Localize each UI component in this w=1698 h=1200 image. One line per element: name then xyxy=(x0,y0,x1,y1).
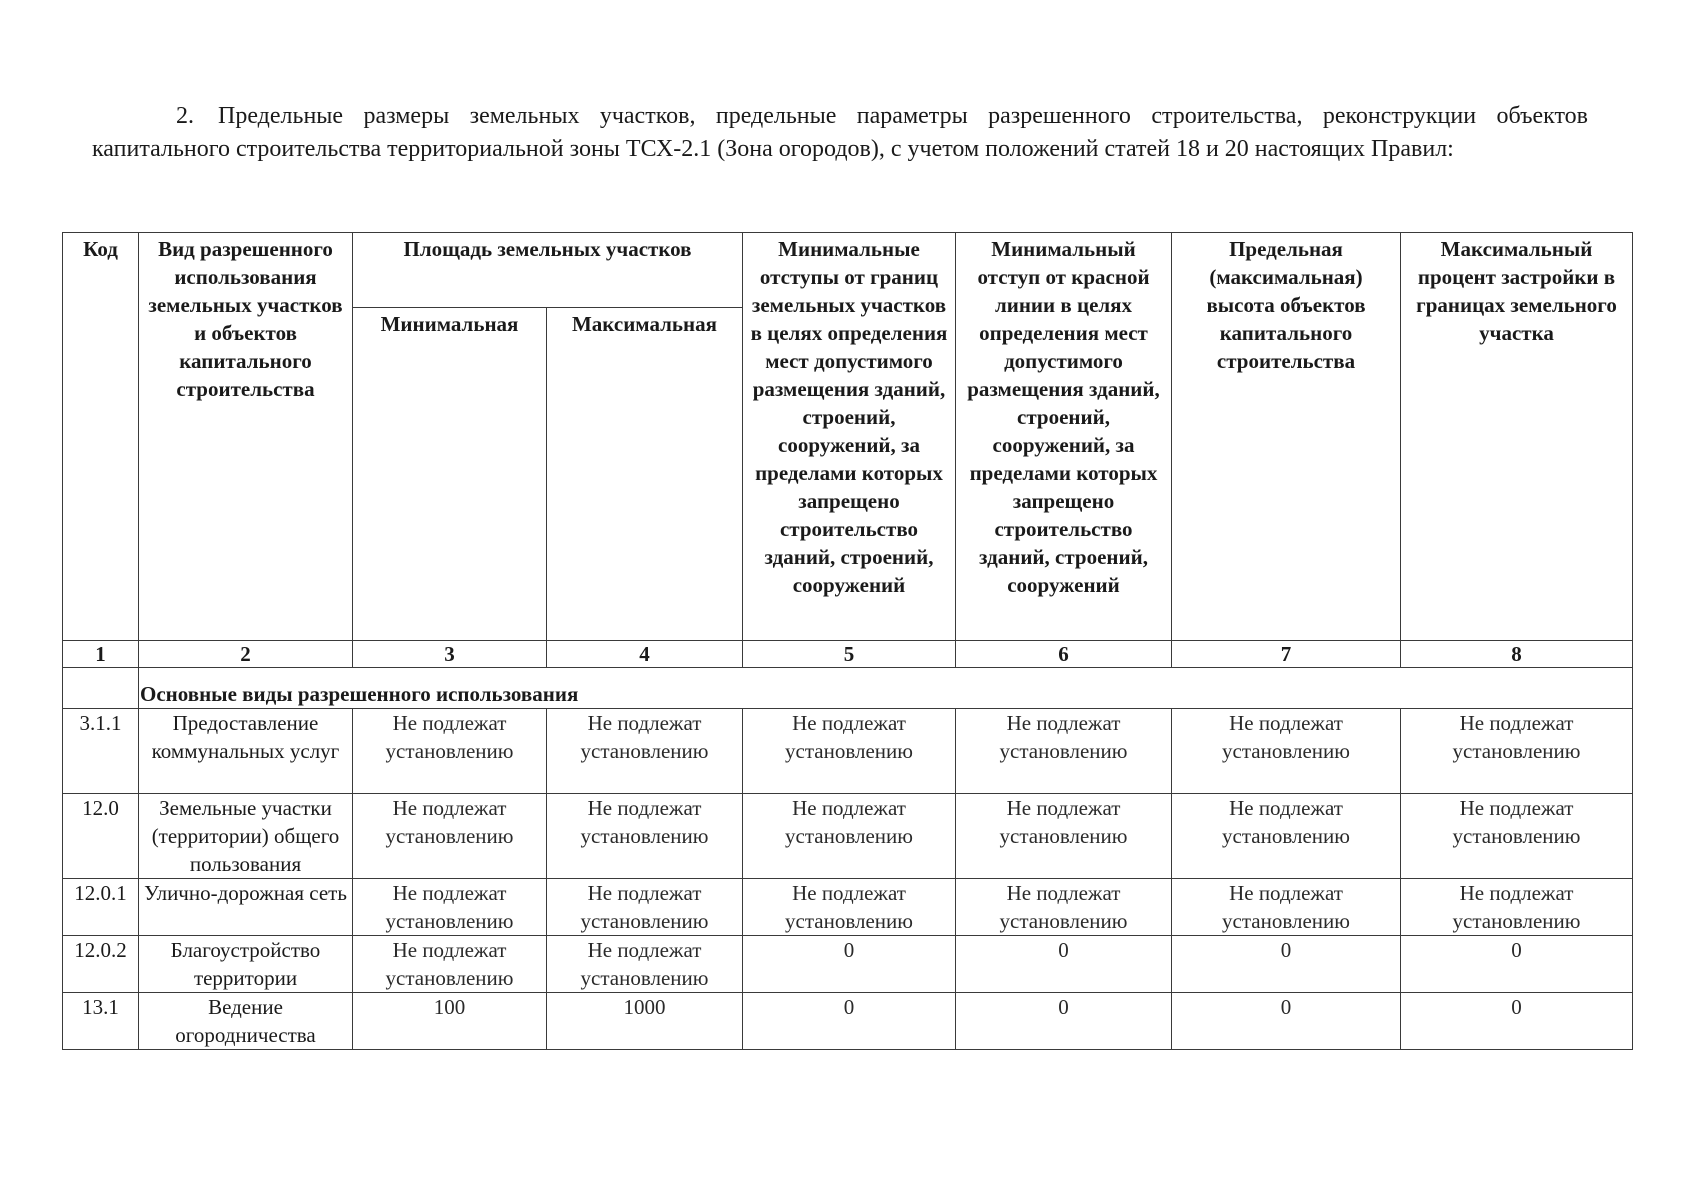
row-value: Не подлежат установлению xyxy=(743,709,956,794)
row-value: Не подлежат установлению xyxy=(353,879,547,936)
intro-paragraph xyxy=(92,100,1588,166)
row-value: 0 xyxy=(1401,993,1633,1050)
column-number: 6 xyxy=(956,641,1172,668)
row-value: Не подлежат установлению xyxy=(547,794,743,879)
table-row xyxy=(63,709,1633,794)
row-value: Не подлежат установлению xyxy=(353,794,547,879)
header-max-height: Предельная (максимальная) высота объектов капитального строительства xyxy=(1172,233,1401,641)
column-number: 3 xyxy=(353,641,547,668)
row-value: Не подлежат установлению xyxy=(1172,794,1401,879)
row-value: 0 xyxy=(1401,936,1633,993)
row-value: Не подлежат установлению xyxy=(547,709,743,794)
section-code-cell xyxy=(63,668,139,709)
row-value: Не подлежат установлению xyxy=(353,936,547,993)
column-number: 1 xyxy=(63,641,139,668)
table-row xyxy=(63,936,1633,993)
row-value: 0 xyxy=(1172,993,1401,1050)
section-title: Основные виды разрешенного использования xyxy=(139,668,1633,709)
header-area-min: Минимальная xyxy=(353,308,547,641)
row-value: Не подлежат установлению xyxy=(1401,709,1633,794)
column-numbers-row xyxy=(63,641,1633,668)
header-row-1 xyxy=(63,233,1633,308)
column-number: 7 xyxy=(1172,641,1401,668)
row-value: Не подлежат установлению xyxy=(1172,879,1401,936)
row-value: Не подлежат установлению xyxy=(1401,794,1633,879)
row-value: Не подлежат установлению xyxy=(956,709,1172,794)
column-number: 5 xyxy=(743,641,956,668)
row-value: 0 xyxy=(743,936,956,993)
row-value: Не подлежат установлению xyxy=(1401,879,1633,936)
header-setback-bounds: Минимальные отступы от границ земельных участков в целях определения мест допустимого размещения зданий, строений, сооружений, за пределами которых запрещено строительство зданий, строений, сооружений xyxy=(743,233,956,641)
header-use-type: Вид разрешенного использования земельных участков и объектов капитального строительства xyxy=(139,233,353,641)
row-code: 12.0.2 xyxy=(63,936,139,993)
intro-text: 2. Предельные размеры земельных участков, предельные параметры разрешенного строительства, реконструкции объектов капитального строительства территориальной зоны ТСХ-2.1 (Зона огородов), с учетом положений статей 18 и 20 настоящих Правил: xyxy=(92,103,1588,162)
row-name: Ведение огородничества xyxy=(139,993,353,1050)
header-code: Код xyxy=(63,233,139,641)
row-value: Не подлежат установлению xyxy=(956,879,1172,936)
row-value: 100 xyxy=(353,993,547,1050)
column-number: 4 xyxy=(547,641,743,668)
header-area: Площадь земельных участков xyxy=(353,233,743,308)
column-number: 8 xyxy=(1401,641,1633,668)
row-value: Не подлежат установлению xyxy=(353,709,547,794)
row-value: Не подлежат установлению xyxy=(743,879,956,936)
header-area-max: Максимальная xyxy=(547,308,743,641)
row-value: 1000 xyxy=(547,993,743,1050)
header-setback-red-line: Минимальный отступ от красной линии в целях определения мест допустимого размещения зданий, строений, сооружений, за пределами которых запрещено строительство зданий, строений, сооружений xyxy=(956,233,1172,641)
row-code: 12.0 xyxy=(63,794,139,879)
table-row xyxy=(63,794,1633,879)
table-row xyxy=(63,993,1633,1050)
row-value: Не подлежат установлению xyxy=(547,879,743,936)
row-value: Не подлежат установлению xyxy=(956,794,1172,879)
row-value: 0 xyxy=(1172,936,1401,993)
row-value: Не подлежат установлению xyxy=(743,794,956,879)
row-code: 12.0.1 xyxy=(63,879,139,936)
row-name: Предоставление коммунальных услуг xyxy=(139,709,353,794)
table-row xyxy=(63,879,1633,936)
row-value: 0 xyxy=(743,993,956,1050)
section-row xyxy=(63,668,1633,709)
zone-parameters-table xyxy=(62,232,1633,1050)
row-value: Не подлежат установлению xyxy=(1172,709,1401,794)
row-name: Улично-дорожная сеть xyxy=(139,879,353,936)
row-code: 13.1 xyxy=(63,993,139,1050)
header-max-coverage: Максимальный процент застройки в границах земельного участка xyxy=(1401,233,1633,641)
column-number: 2 xyxy=(139,641,353,668)
row-value: 0 xyxy=(956,993,1172,1050)
row-value: 0 xyxy=(956,936,1172,993)
row-name: Земельные участки (территории) общего пользования xyxy=(139,794,353,879)
row-code: 3.1.1 xyxy=(63,709,139,794)
row-value: Не подлежат установлению xyxy=(547,936,743,993)
row-name: Благоустройство территории xyxy=(139,936,353,993)
